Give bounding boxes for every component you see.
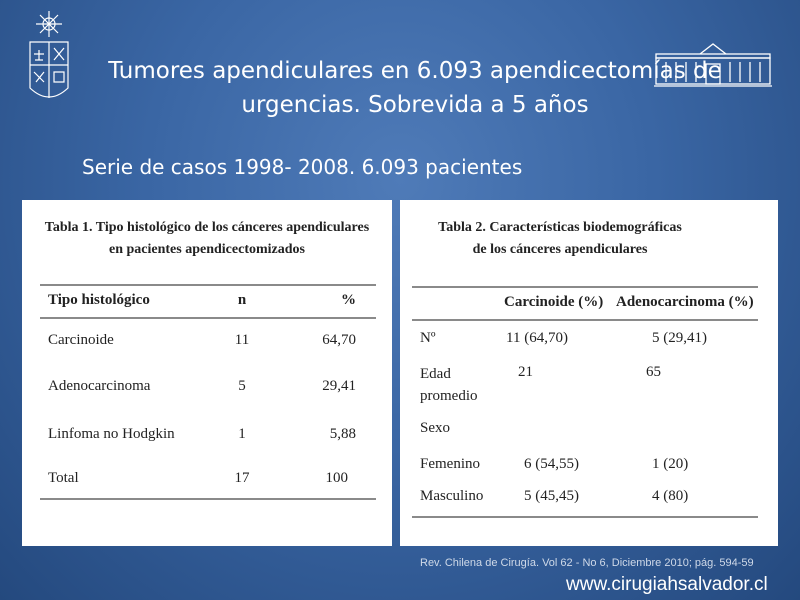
table-1-top-rule	[40, 284, 376, 286]
table-2-header-carcinoide: Carcinoide (%)	[504, 294, 604, 310]
table-2-row-age-label: Edad	[420, 366, 451, 382]
table-2-header-adenocarcinoma: Adenocarcinoma (%)	[616, 294, 754, 310]
table-1-header-type: Tipo histológico	[48, 292, 150, 308]
table-1-row-3-percent: 5,88	[329, 426, 356, 442]
table-2-row-male-carcinoide: 5 (45,45)	[524, 488, 579, 504]
table-2-top-rule	[412, 286, 758, 288]
table-1-histologic-type	[22, 200, 392, 546]
table-1-row-3-n: 1	[238, 426, 246, 442]
table-2-header-rule	[412, 319, 758, 321]
table-1-row-2-percent: 29,41	[322, 378, 356, 394]
table-2-row-age-carcinoide: 21	[518, 364, 533, 380]
table-2-caption-line2: de los cánceres apendiculares	[472, 242, 648, 257]
table-2-row-age-adenocarcinoma: 65	[646, 364, 661, 380]
slide-title: Tumores apendiculares en 6.093 apendicectomías de urgencias. Sobrevida a 5 años	[108, 58, 722, 118]
table-2-biodemographic	[400, 200, 778, 546]
table-1-header-percent: %	[341, 292, 356, 308]
table-1-caption-line2: en pacientes apendicectomizados	[109, 242, 305, 257]
table-2-row-male-adenocarcinoma: 4 (80)	[652, 488, 689, 504]
website-url: www.cirugiahsalvador.cl	[566, 574, 768, 595]
table-2-row-sex-label: Sexo	[420, 420, 450, 436]
table-2-row-female-label: Femenino	[420, 456, 480, 472]
table-1-row-total-n: 17	[234, 470, 250, 486]
table-2-row-female-adenocarcinoma: 1 (20)	[652, 456, 689, 472]
table-1-caption-line1: Tabla 1. Tipo histológico de los cánceres apendiculares	[44, 220, 370, 235]
table-1-header-n: n	[237, 292, 247, 308]
table-1-bottom-rule	[40, 498, 376, 500]
table-1-row-1-percent: 64,70	[322, 332, 356, 348]
table-2-row-female-carcinoide: 6 (54,55)	[524, 456, 579, 472]
table-2-bottom-rule	[412, 516, 758, 518]
table-2-row-n-adenocarcinoma: 5 (29,41)	[652, 330, 707, 346]
table-2-row-n-carcinoide: 11 (64,70)	[506, 330, 568, 346]
table-1-row-3-type: Linfoma no Hodgkin	[48, 426, 175, 442]
citation-reference: Rev. Chilena de Cirugía. Vol 62 - No 6, Diciembre 2010; pág. 594-59	[420, 557, 754, 569]
table-1-row-2-n: 5	[238, 378, 246, 394]
table-1-row-total-percent: 100	[325, 470, 348, 486]
table-1-row-1-n: 11	[234, 332, 250, 348]
table-2-caption-line1: Tabla 2. Características biodemográficas	[438, 220, 682, 235]
table-1-header-rule	[40, 317, 376, 319]
slide-subtitle: Serie de casos 1998- 2008. 6.093 pacientes	[82, 155, 523, 179]
table-2-row-male-label: Masculino	[420, 488, 484, 504]
table-2-row-age-label-line2: promedio	[420, 388, 478, 404]
table-2-row-n-label: Nº	[420, 330, 436, 346]
table-1-row-2-type: Adenocarcinoma	[48, 378, 151, 394]
table-1-row-1-type: Carcinoide	[48, 332, 114, 348]
university-seal-logo	[24, 10, 74, 110]
table-1-row-total-type: Total	[48, 470, 79, 486]
